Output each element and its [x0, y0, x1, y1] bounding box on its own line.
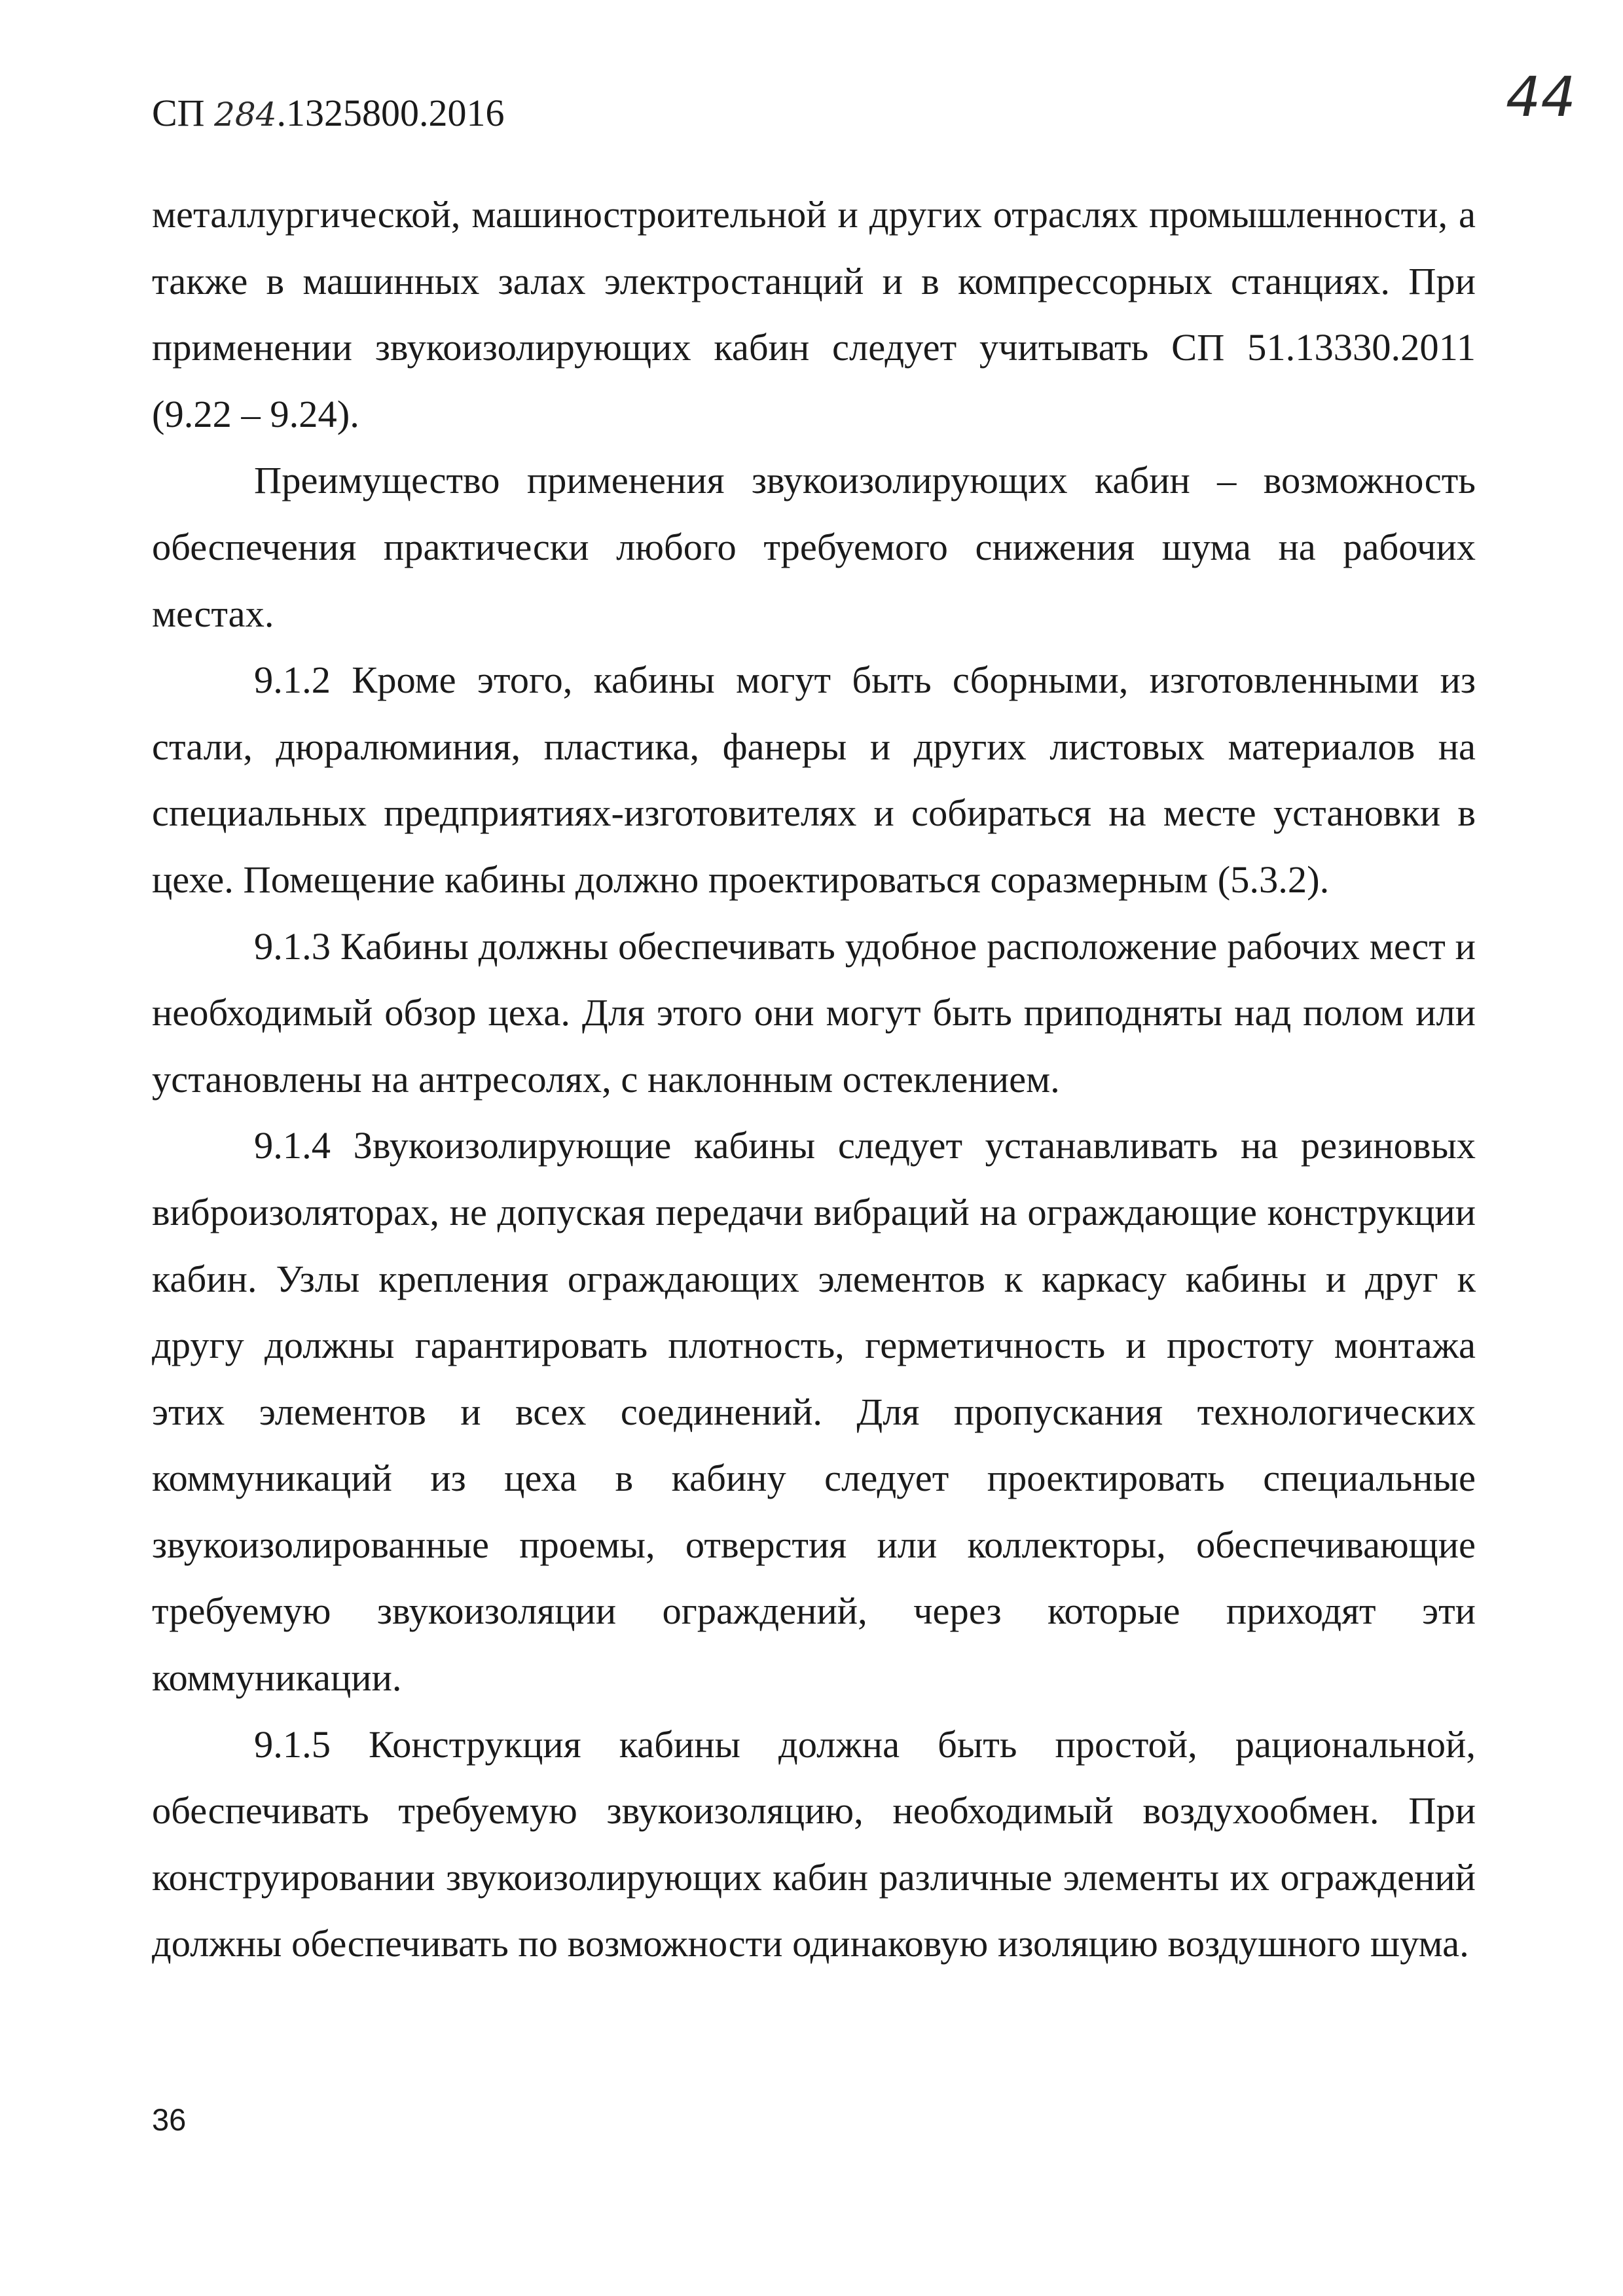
paragraph-9-1-4: 9.1.4 Звукоизолирующие кабины следует устанавливать на резиновых виброизоляторах, не допуская передачи вибраций на ограждающие конструкции кабин. Узлы крепления ограждающих элементов к каркасу кабины и друг к другу должны гарантировать плотность, герметичность и простоту монтажа этих элементов и всех соединений. Для пропускания технологических коммуникаций из цеха в кабину следует проектировать специальные звукоизолированные проемы, отверстия или коллекторы, обеспечивающие требуемую звукоизоляции ограждений, через которые приходят эти коммуникации. — [152, 1124, 1476, 1700]
page-number: 36 — [152, 2102, 187, 2137]
document-body — [152, 181, 1476, 1977]
paragraph-continuation: металлургической, машиностроительной и других отраслях промышленности, а также в машинных залах электростанций и в компрессорных станциях. При применении звукоизолирующих кабин следует учитывать СП 51.13330.2011 (9.22 – 9.24). — [152, 193, 1476, 435]
paragraph-9-1-3: 9.1.3 Кабины должны обеспечивать удобное расположение рабочих мест и необходимый обзор цеха. Для этого они могут быть приподняты над полом или установлены на антресолях, с наклонным остеклением. — [152, 924, 1476, 1101]
paragraph-9-1-5: 9.1.5 Конструкция кабины должна быть простой, рациональной, обеспечивать требуемую звукоизоляцию, необходимый воздухообмен. При конструировании звукоизолирующих кабин различные элементы их ограждений должны обеспечивать по возможности одинаковую изоляцию воздушного шума. — [152, 1722, 1476, 1965]
paragraph-9-1-2: 9.1.2 Кроме этого, кабины могут быть сборными, изготовленными из стали, дюралюминия, пластика, фанеры и других листовых материалов на специальных предприятиях-изготовителях и собираться на месте установки в цехе. Помещение кабины должно проектироваться соразмерным (5.3.2). — [152, 659, 1476, 901]
handwritten-document-number: 284 — [214, 96, 277, 134]
handwritten-page-mark: 44 — [1506, 65, 1576, 129]
document-code-suffix: .1325800.2016 — [276, 92, 505, 134]
document-code-header — [152, 90, 505, 137]
paragraph-advantage: Преимущество применения звукоизолирующих кабин – возможность обеспечения практически любого требуемого снижения шума на рабочих местах. — [152, 459, 1476, 635]
document-code-prefix: СП — [152, 92, 215, 134]
